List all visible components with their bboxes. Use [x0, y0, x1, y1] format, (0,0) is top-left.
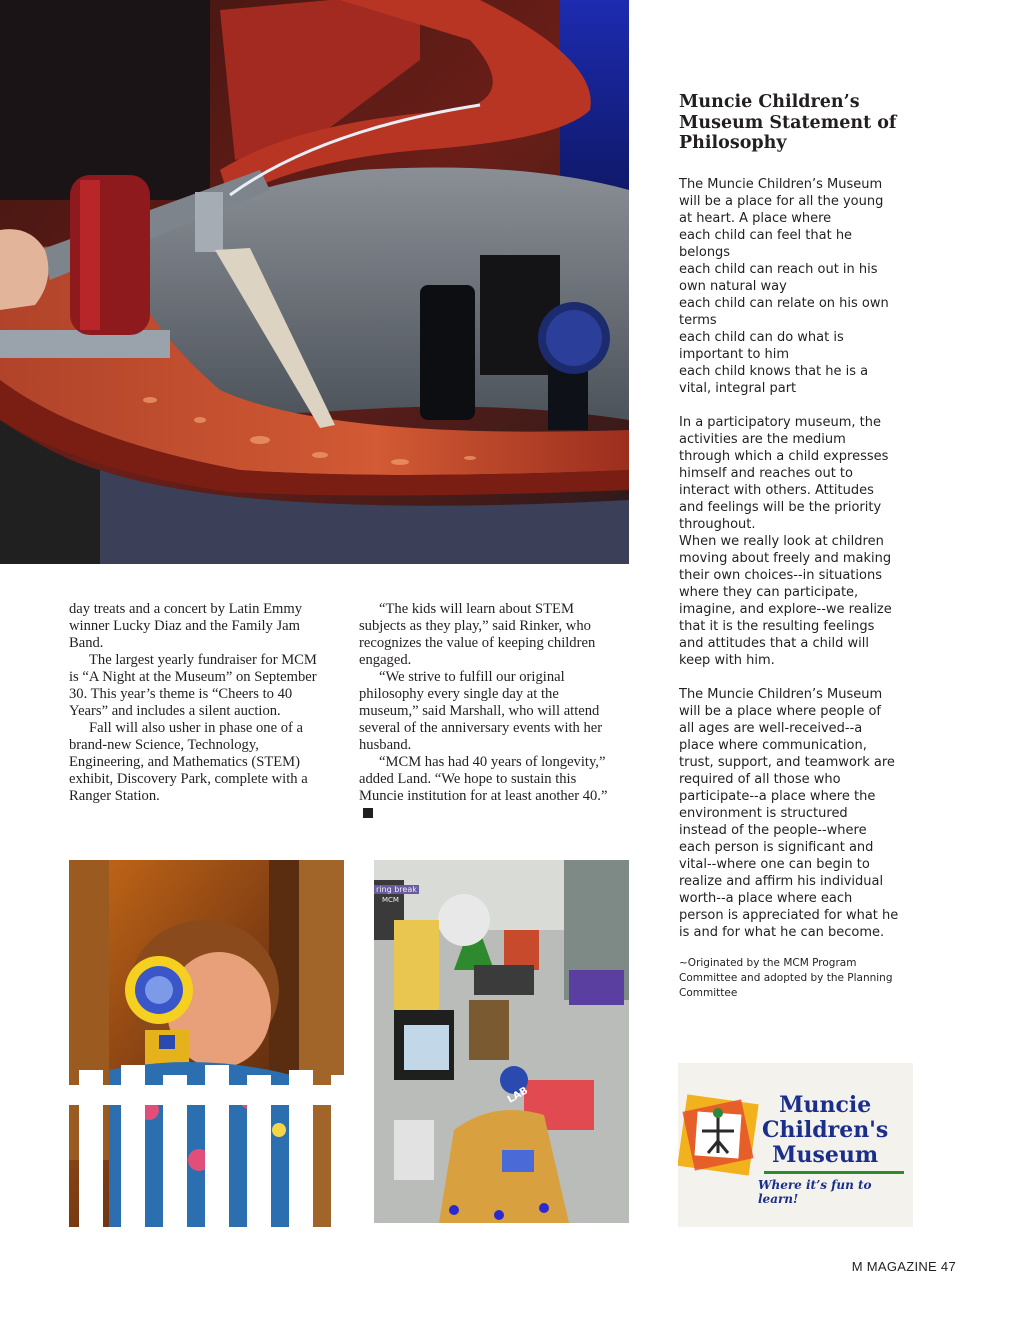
photo-child-with-telescope: [69, 860, 344, 1227]
logo-tagline: Where it’s fun to learn!: [758, 1178, 872, 1206]
article-paragraph: Fall will also usher in phase one of a brand-new Science, Technology, Engineering, and Mathematics (STEM) exhibit, Discovery Park, complete with a Ranger Station.: [69, 720, 308, 804]
sidebar-list-item: each child knows that he is a vital, integral part: [679, 363, 869, 396]
article-column-left: [69, 601, 329, 805]
sidebar-intro: The Muncie Children’s Museum will be a place for all the young at heart. A place where: [679, 176, 884, 226]
sidebar-credit: ~Originated by the MCM Program Committee and adopted by the Planning Committee: [679, 956, 893, 999]
sidebar-list-item: each child can feel that he belongs: [679, 227, 853, 260]
page-folio: M MAGAZINE 47: [851, 1259, 956, 1274]
sidebar-body: [679, 176, 899, 941]
sidebar-paragraph: The Muncie Children’s Museum will be a place where people of all ages are well-received--a place where communication, trust, support, and teamwork are required of all those who participate--a place where the environment is structured instead of the people--where each person is significant and vital--where one can begin to realize and affirm his individual worth--a place where each person is appreciated for what he is and for what he can become.: [679, 686, 899, 940]
article-paragraph: “The kids will learn about STEM subjects as they play,” said Rinker, who recognizes the value of keeping children engaged.: [359, 601, 596, 668]
logo-wordmark: [762, 1093, 888, 1168]
article-paragraph: day treats and a concert by Latin Emmy winner Lucky Diaz and the Family Jam Band.: [69, 601, 303, 651]
article-column-middle: [359, 601, 621, 822]
logo-line: Museum: [772, 1142, 879, 1168]
sidebar-title: Muncie Children’s Museum Statement of Philosophy: [679, 92, 897, 153]
lab-sign: LAB: [505, 1085, 531, 1106]
sidebar-list-item: each child can reach out in his own natural way: [679, 261, 878, 294]
exhibit-sign: ring break: [376, 885, 417, 894]
sidebar-paragraph: In a participatory museum, the activities are the medium through which a child expresses himself and reaches out to interact with others. Attitudes and feelings will be the priority throughout.: [679, 414, 889, 532]
end-of-article-mark: [363, 808, 373, 818]
philosophy-sidebar: [679, 92, 899, 1001]
article-paragraph: “We strive to fulfill our original philosophy every single day at the museum,” said Marshall, who will attend several of the anniversary events with her husband.: [359, 669, 603, 753]
sidebar-paragraph: When we really look at children moving about freely and making their own choices--in situations where they can participate, imagine, and explore--we realize that it is the resulting feelings and attitudes that a child will keep with him.: [679, 533, 892, 668]
museum-logo-photo: [678, 1063, 913, 1227]
logo-line: Muncie: [779, 1092, 872, 1118]
article-paragraph-text: “MCM has had 40 years of longevity,” added Land. “We hope to sustain this Muncie institution for at least another 40.”: [359, 754, 608, 804]
sidebar-list-item: each child can do what is important to him: [679, 329, 844, 362]
article-paragraph: The largest yearly fundraiser for MCM is “A Night at the Museum” on September 30. This year’s theme is “Cheers to 40 Years” and includes a silent auction.: [69, 652, 317, 719]
hero-photo-water-exhibit: [0, 0, 629, 564]
photo-museum-overhead: [374, 860, 629, 1223]
sidebar-list-item: each child can relate on his own terms: [679, 295, 889, 328]
article-paragraph-final: [359, 754, 621, 822]
exhibit-sign-sub: MCM: [382, 896, 399, 904]
logo-line: Children's: [762, 1117, 889, 1143]
logo-divider: [764, 1171, 904, 1174]
